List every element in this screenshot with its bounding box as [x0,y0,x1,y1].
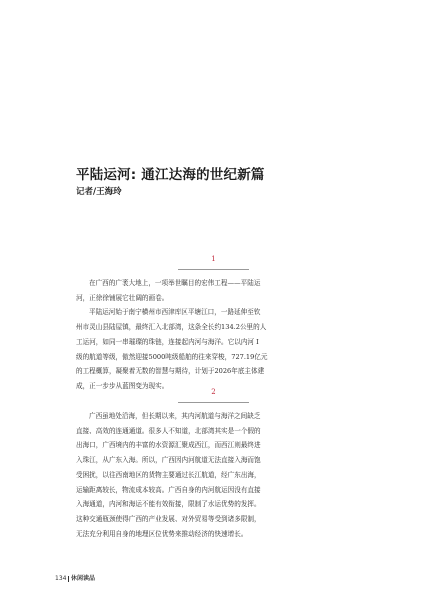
paragraph-line: 出海口，广西境内的丰富的水资源汇聚成西江，而西江则最终进 [76,441,261,450]
section-number-1: 1 [211,255,216,263]
paragraph-line: 平陆运河始于南宁横州市西津库区平塘江口，一路延伸至钦 [89,308,261,317]
paragraph-line: 无法充分利用自身的地理区位优势来推动经济的快速增长。 [76,529,248,538]
magazine-section-name: 休闲读品 [71,575,96,582]
page-footer [55,573,95,582]
section-body-2 [76,409,354,541]
paragraph-line: 受困扰，以往西南地区的货物主要通过长江航道，经广东出海， [76,470,261,479]
section-body-1 [76,276,354,394]
paragraph-line: 工运河，如同一串璀璨的珠链，连接起内河与海洋。它以内河 I [76,337,259,346]
article-title: 平陆运河: 通江达海的世纪新篇 [76,167,265,183]
paragraph-line: 入海通道，内河和海运不能有效衔接，限制了水运优势的发挥。 [76,500,261,509]
paragraph-line: 这种交通瓶颈使得广西的产业发展、对外贸易等受到诸多限制， [76,514,261,523]
article-author: 记者/王海玲 [76,187,122,197]
paragraph-line: 级的航道等级，傲然迎接5000吨级船舶的往来穿梭，727.19亿元 [76,352,268,361]
paragraph-line: 河，正徐徐铺展它壮阔的画卷。 [76,293,169,302]
paragraph-line: 直接、高效的连通通道。很多人不知道，北部湾其实是一个假的 [76,426,261,435]
paragraph-line: 成，正一步步从蓝图变为现实。 [76,381,169,390]
paragraph-line: 入珠江，从广东入海。所以，广西因内河航道无法直接入海而饱 [76,456,261,465]
section-number-2: 2 [211,388,216,396]
paragraph-line: 运输距离较长，物流成本较高。广西自身的内河航运因没有直接 [76,485,261,494]
page-number: 134 [55,575,67,582]
section-divider-2 [178,402,249,403]
footer-divider [68,576,69,582]
paragraph-line: 的工程概算，凝聚着无数的智慧与期待，计划于2026年底主体建 [76,367,265,376]
section-divider-1 [178,269,249,270]
paragraph-line: 广西虽地处沿海，但长期以来，其内河航道与海洋之间缺乏 [89,412,261,420]
paragraph-line: 州市灵山县陆屋镇，最终汇入北部湾，这条全长约134.2公里的人 [76,323,267,332]
paragraph-line: 在广西的广袤大地上，一项举世瞩目的宏伟工程——平陆运 [89,279,261,287]
